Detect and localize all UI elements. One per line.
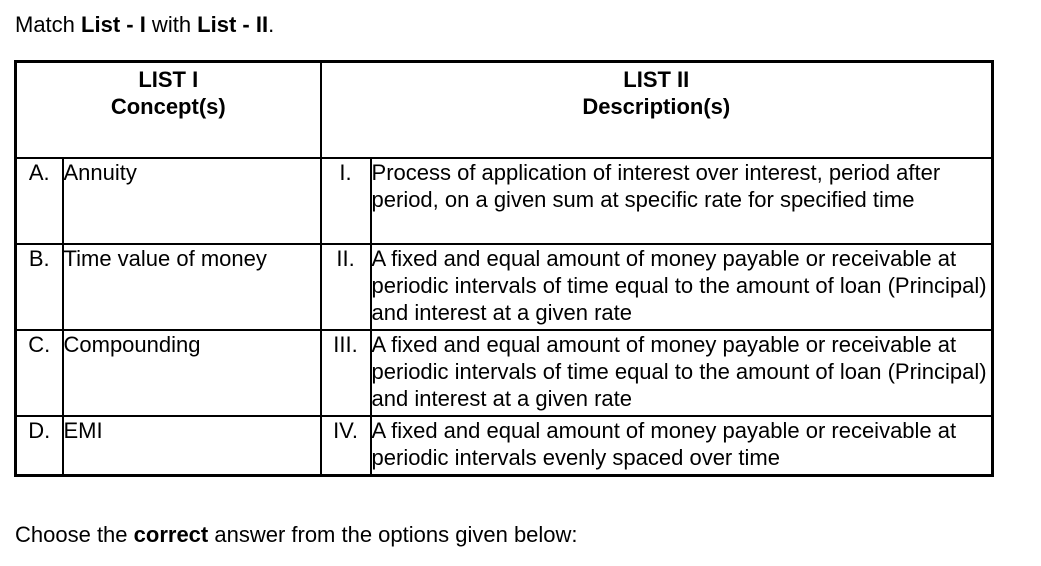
list1-item-label: B. <box>16 244 63 330</box>
list1-item-text: Compounding <box>63 330 321 416</box>
list2-item-text: Process of application of interest over interest, period after period, on a given sum at specific rate for specified time <box>371 158 993 244</box>
list2-item-text: A fixed and equal amount of money payable or receivable at periodic intervals of time equal to the amount of loan (Principal) and interest at a given rate <box>371 330 993 416</box>
intro-text-1: Match <box>15 12 82 37</box>
question-instruction <box>15 521 578 549</box>
list1-item-text: Time value of money <box>63 244 321 330</box>
list1-item-text: Annuity <box>63 158 321 244</box>
list2-header-title: LIST II <box>623 67 690 92</box>
match-table <box>14 60 994 477</box>
list2-header <box>321 62 993 159</box>
intro-text-3: . <box>268 12 275 37</box>
intro-list1-bold: List - I <box>81 12 146 37</box>
list1-item-label: C. <box>16 330 63 416</box>
outro-text-1: Choose the <box>15 522 134 547</box>
table-row <box>16 158 993 244</box>
table-row <box>16 416 993 476</box>
table-header-row <box>16 62 993 159</box>
list2-header-subtitle: Description(s) <box>582 94 731 119</box>
list2-item-label: II. <box>321 244 371 330</box>
outro-correct-bold: correct <box>133 522 209 547</box>
list1-item-text: EMI <box>63 416 321 476</box>
intro-text-2: with <box>145 12 198 37</box>
list1-header-title: LIST I <box>138 67 199 92</box>
list1-item-label: A. <box>16 158 63 244</box>
list1-item-label: D. <box>16 416 63 476</box>
list2-item-label: I. <box>321 158 371 244</box>
intro-list2-bold: List - II <box>197 12 269 37</box>
list2-item-label: IV. <box>321 416 371 476</box>
list2-item-text: A fixed and equal amount of money payable or receivable at periodic intervals evenly spaced over time <box>371 416 993 476</box>
list1-header <box>16 62 321 159</box>
table-row <box>16 330 993 416</box>
table-row <box>16 244 993 330</box>
list2-item-text: A fixed and equal amount of money payable or receivable at periodic intervals of time equal to the amount of loan (Principal) and interest at a given rate <box>371 244 993 330</box>
list2-item-label: III. <box>321 330 371 416</box>
outro-text-2: answer from the options given below: <box>208 522 578 547</box>
question-intro <box>15 11 274 39</box>
list1-header-subtitle: Concept(s) <box>110 94 226 119</box>
